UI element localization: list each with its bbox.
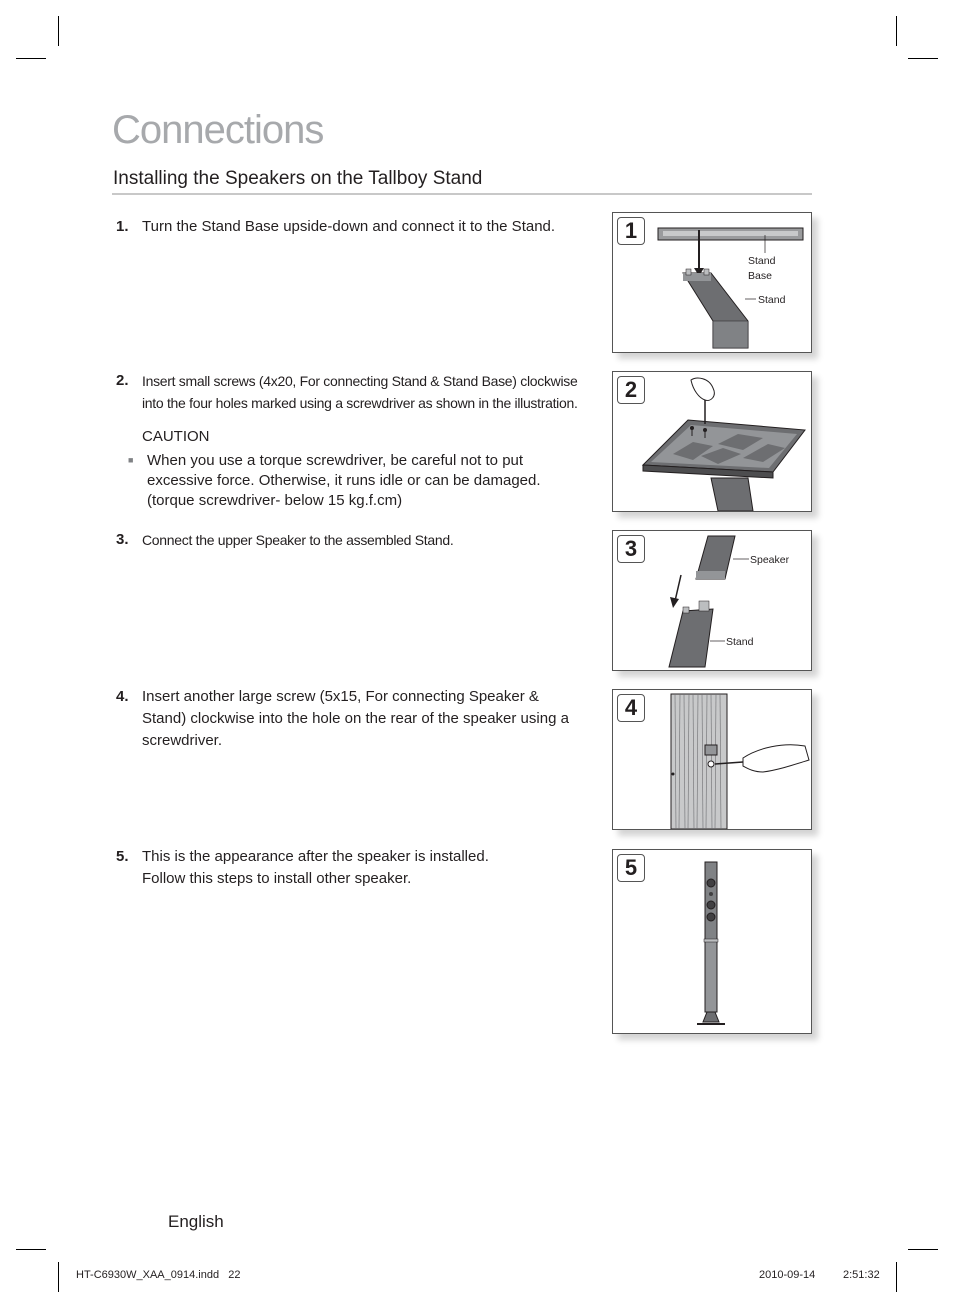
caution-label: CAUTION (142, 428, 210, 445)
step-number: 5. (116, 848, 129, 865)
step-text-line: This is the appearance after the speaker is installed. (142, 848, 489, 865)
crop-mark (16, 1249, 46, 1250)
step-text: Insert another large screw (5x15, For connecting Speaker & Stand) clockwise into the hole on the rear of the speaker using a screwdriver. (142, 688, 569, 749)
step-badge: 2 (617, 376, 645, 404)
figure-2 (612, 371, 812, 512)
step-number: 4. (116, 688, 129, 705)
crop-mark (896, 1262, 897, 1292)
step-badge: 3 (617, 535, 645, 563)
step-text: Turn the Stand Base upside-down and connect it to the Stand. (142, 218, 556, 235)
step-text-line: into the four holes marked using a screwdriver as shown in the illustration. (142, 395, 578, 411)
callout-stand-base: Stand Base (748, 255, 776, 282)
step-number: 3. (116, 531, 129, 548)
footer-time: 2:51:32 (843, 1269, 880, 1281)
section-heading: Installing the Speakers on the Tallboy Stand (113, 168, 483, 189)
callout-speaker: Speaker (750, 554, 790, 566)
figure-5 (612, 849, 812, 1034)
crop-mark (908, 58, 938, 59)
step-badge: 5 (617, 854, 645, 882)
step-badge: 4 (617, 694, 645, 722)
square-bullet-icon: ■ (128, 455, 134, 465)
page-title: Connections (112, 108, 324, 152)
figure-3 (612, 530, 812, 671)
step-text-line: Insert small screws (4x20, For connecting Stand & Stand Base) clockwise (142, 373, 578, 389)
step-text-line: Follow this steps to install other speaker. (142, 870, 412, 887)
crop-mark (16, 58, 46, 59)
callout-stand: Stand (726, 636, 754, 648)
step-number: 2. (116, 372, 129, 389)
footer-date: 2010-09-14 (759, 1269, 816, 1281)
crop-mark (58, 16, 59, 46)
footer-filename: HT-C6930W_XAA_0914.indd 22 (76, 1269, 241, 1281)
step-text: Connect the upper Speaker to the assembled Stand. (142, 532, 454, 548)
callout-stand: Stand (758, 294, 786, 306)
crop-mark (58, 1262, 59, 1292)
footer-language: English (168, 1212, 224, 1231)
figure-1 (612, 212, 812, 353)
figure-4 (612, 689, 812, 830)
step-badge: 1 (617, 217, 645, 245)
crop-mark (896, 16, 897, 46)
crop-mark (908, 1249, 938, 1250)
caution-text: When you use a torque screwdriver, be careful not to put excessive force. Otherwise, it runs idle or can be damaged. (torque screwdriver- below 15 kg.f.cm) (147, 452, 541, 509)
step-number: 1. (116, 218, 129, 235)
section-divider (112, 193, 812, 195)
